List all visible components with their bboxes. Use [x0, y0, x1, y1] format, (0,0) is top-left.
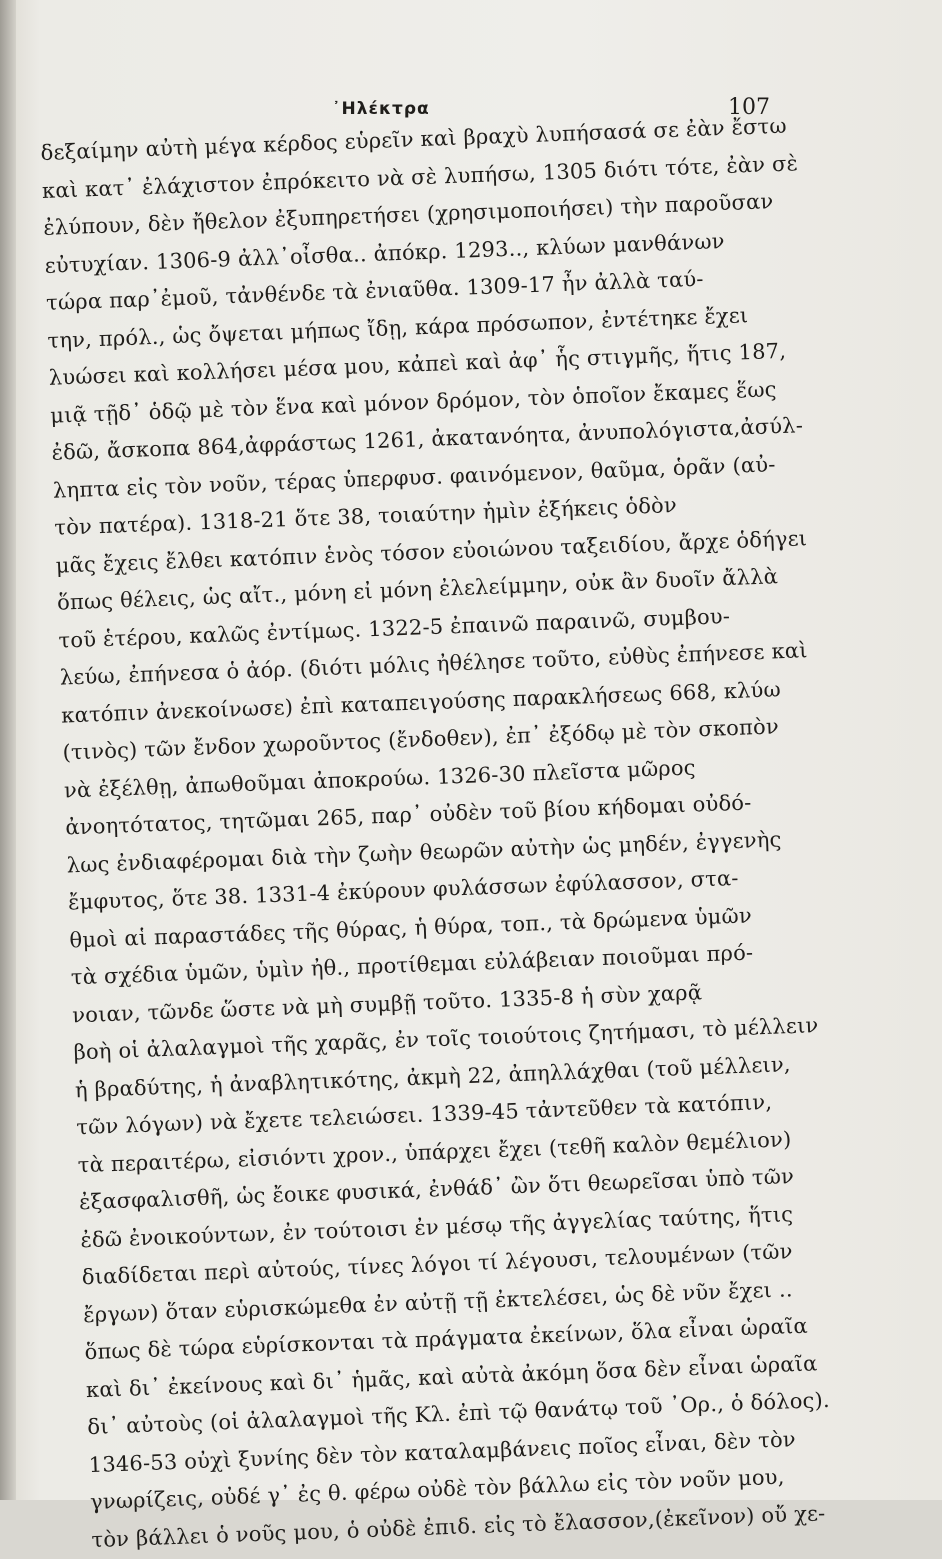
text-line: ἐδῶ, ἄσκοπα 864,ἀφράστως 1261, ἀκατανόητα, ἀνυπολόγιστα,ἀσύλ-: [51, 413, 804, 465]
text-line: τὸν πατέρα). 1318-21 ὅτε 38, τοιαύτην ἡμὶν ἐξήκεις ὁδὸν: [53, 492, 678, 540]
text-line: κατόπιν ἀνεκοίνωσε) ἐπὶ καταπειγούσης παρακλήσεως 668, κλύω: [60, 676, 782, 728]
text-line: λυώσει καὶ κολλήσει μέσα μου, κἀπεὶ καὶ ἀφ᾿ ἧς στιγμῆς, ἥτις 187,: [48, 338, 787, 390]
text-line: ὅπως δὲ τώρα εὑρίσκονται τὰ πράγματα ἐκείνων, ὅλα εἶναι ὡραῖα: [84, 1313, 809, 1365]
text-line: γνωρίζεις, οὐδέ γ᾿ ἐς θ. φέρω οὐδὲ τὸν βάλλω εἰς τὸν νοῦν μου,: [89, 1464, 785, 1515]
page-number: 107: [728, 95, 770, 120]
text-line: νὰ ἐξέλθῃ, ἀπωθοῦμαι ἀποκρούω. 1326-30 πλεῖστα μῶρος: [63, 754, 697, 803]
text-line: θμοὶ αἱ παραστάδες τῆς θύρας, ἡ θύρα, τοπ., τὰ δρώμενα ὑμῶν: [69, 902, 753, 952]
text-line: ὅπως θέλεις, ὡς αἴτ., μόνη εἰ μόνη ἐλελείμμην, οὐκ ἂν δυοῖν ἄλλὰ: [56, 564, 779, 615]
text-line: τοῦ ἑτέρου, καλῶς ἐντίμως. 1322-5 ἐπαινῶ παραινῶ, συμβου-: [58, 603, 731, 653]
text-line: ἐδῶ ἐνοικούντων, ἐν τούτοισι ἐν μέσῳ τῆς ἀγγελίας ταύτης, ἥτις: [80, 1201, 794, 1252]
text-line: λως ἐνδιαφέρομαι διὰ τὴν ζωὴν θεωρῶν αὐτὴν ὡς μηδέν, ἐγγενὴς: [66, 826, 782, 878]
text-line: μιᾷ τῇδ᾿ ὁδῷ μὲ τὸν ἕνα καὶ μόνον δρόμον, τὸν ὁποῖον ἔκαμες ἕως: [49, 376, 778, 428]
commentary-text: [40, 106, 882, 1559]
text-line: τώρα παρ᾿ἐμοῦ, τἀνθένδε τὰ ἐνιαῦθα. 1309-17 ἦν ἀλλὰ ταύ-: [45, 266, 704, 315]
text-line: δι᾿ αὐτοὺς (οἱ ἀλαλαγμοὶ τῆς Κλ. ἐπὶ τῷ θανάτῳ τοῦ ᾿Ορ., ὁ δόλος).: [86, 1387, 831, 1440]
text-line: τὰ περαιτέρω, εἰσιόντι χρον., ὑπάρχει ἔχει (τεθῆ καλὸν θεμέλιον): [77, 1126, 792, 1177]
text-line: ἐλύπουν, δὲν ἤθελον ἐξυπηρετήσει (χρησιμοποιήσει) τὴν παροῦσαν: [42, 189, 774, 240]
text-line: ἡ βραδύτης, ἡ ἀναβλητικότης, ἀκμὴ 22, ἀπηλλάχθαι (τοῦ μέλλειν,: [74, 1051, 792, 1102]
text-line: τὰ σχέδια ὑμῶν, ὑμὶν ἠθ., προτίθεμαι εὐλάβειαν ποιοῦμαι πρό-: [70, 940, 754, 990]
running-title: ᾿Ηλέκτρα: [332, 99, 430, 119]
text-line: ἀνοητότατος, τητῶμαι 265, παρ᾿ οὐδὲν τοῦ βίου κήδομαι οὐδό-: [64, 790, 752, 840]
text-line: διαδίδεται περὶ αὐτούς, τίνες λόγοι τί λέγουσι, τελουμένων (τῶν: [81, 1239, 794, 1290]
text-line: λεύω, ἐπήνεσα ὁ ἀόρ. (διότι μόλις ἠθέλησε τοῦτο, εὐθὺς ἐπήνεσε καὶ: [59, 638, 809, 690]
text-line: νοιαν, τῶνδε ὥστε νὰ μὴ συμβῇ τοῦτο. 1335-8 ἡ σὺν χαρᾷ: [71, 979, 703, 1027]
text-line: τῶν λόγων) νὰ ἔχετε τελειώσει. 1339-45 τἀντεῦθεν τὰ κατόπιν,: [75, 1089, 773, 1140]
text-line: ἔργων) ὅταν εὑρισκώμεθα ἐν αὐτῇ τῇ ἐκτελέσει, ὡς δὲ νῦν ἔχει ..: [82, 1276, 794, 1327]
text-line: ἔμφυτος, ὅτε 38. 1331-4 ἐκύρουν φυλάσσων ἐφύλασσον, στα-: [67, 865, 740, 915]
text-line: ἐξασφαλισθῆ, ὡς ἔοικε φυσικά, ἐνθάδ᾿ ὢν ὅτι θεωρεῖσαι ὑπὸ τῶν: [78, 1164, 795, 1215]
text-line: μᾶς ἔχεις ἔλθει κατόπιν ἑνὸς τόσον εὐοιώνου ταξειδίου, ἄρχε ὁδήγει: [55, 525, 808, 578]
text-line: εὐτυχίαν. 1306-9 ἀλλ᾿οἶσθα.. ἀπόκρ. 1293.., κλύων μανθάνων: [44, 228, 726, 278]
text-line: (τινὸς) τῶν ἔνδον χωροῦντος (ἔνδοθεν), ἐπ᾿ ἐξόδῳ μὲ τὸν σκοπὸν: [62, 714, 780, 765]
text-line: βοὴ οἱ ἀλαλαγμοὶ τῆς χαρᾶς, ἐν τοῖς τοιούτοις ζητήμασι, τὸ μέλλειν: [73, 1013, 819, 1065]
text-line: καὶ δι᾿ ἐκείνους καὶ δι᾿ ἡμᾶς, καὶ αὐτὰ ἀκόμη ὅσα δὲν εἶναι ὡραῖα: [85, 1350, 818, 1402]
text-line: δεξαίμην αὐτὴ μέγα κέρδος εὑρεῖν καὶ βραχὺ λυπήσασά σε ἐὰν ἔστω: [40, 113, 788, 165]
text-line: τὸν βάλλει ὁ νοῦς μου, ὁ οὐδὲ ἐπιδ. εἰς τὸ ἔλασσον,(ἐκεῖνον) οὔ χε-: [91, 1500, 826, 1552]
text-line: 1346-53 οὐχὶ ξυνίης δὲν τὸν καταλαμβάνεις ποῖος εἶναι, δὲν τὸν: [88, 1426, 797, 1477]
text-line: καὶ κατ᾿ ἐλάχιστον ἐπρόκειτο νὰ σὲ λυπήσω, 1305 διότι τότε, ἐὰν σὲ: [41, 150, 799, 203]
page-binding-edge: [0, 0, 16, 1500]
text-line: ληπτα εἰς τὸν νοῦν, τέρας ὑπερφυσ. φαινόμενον, θαῦμα, ὁρᾶν (αὐ-: [52, 451, 776, 503]
text-line: την, πρόλ., ὡς ὄψεται μήπως ἴδῃ, κάρα πρόσωπον, ἐντέτηκε ἔχει: [47, 302, 749, 353]
